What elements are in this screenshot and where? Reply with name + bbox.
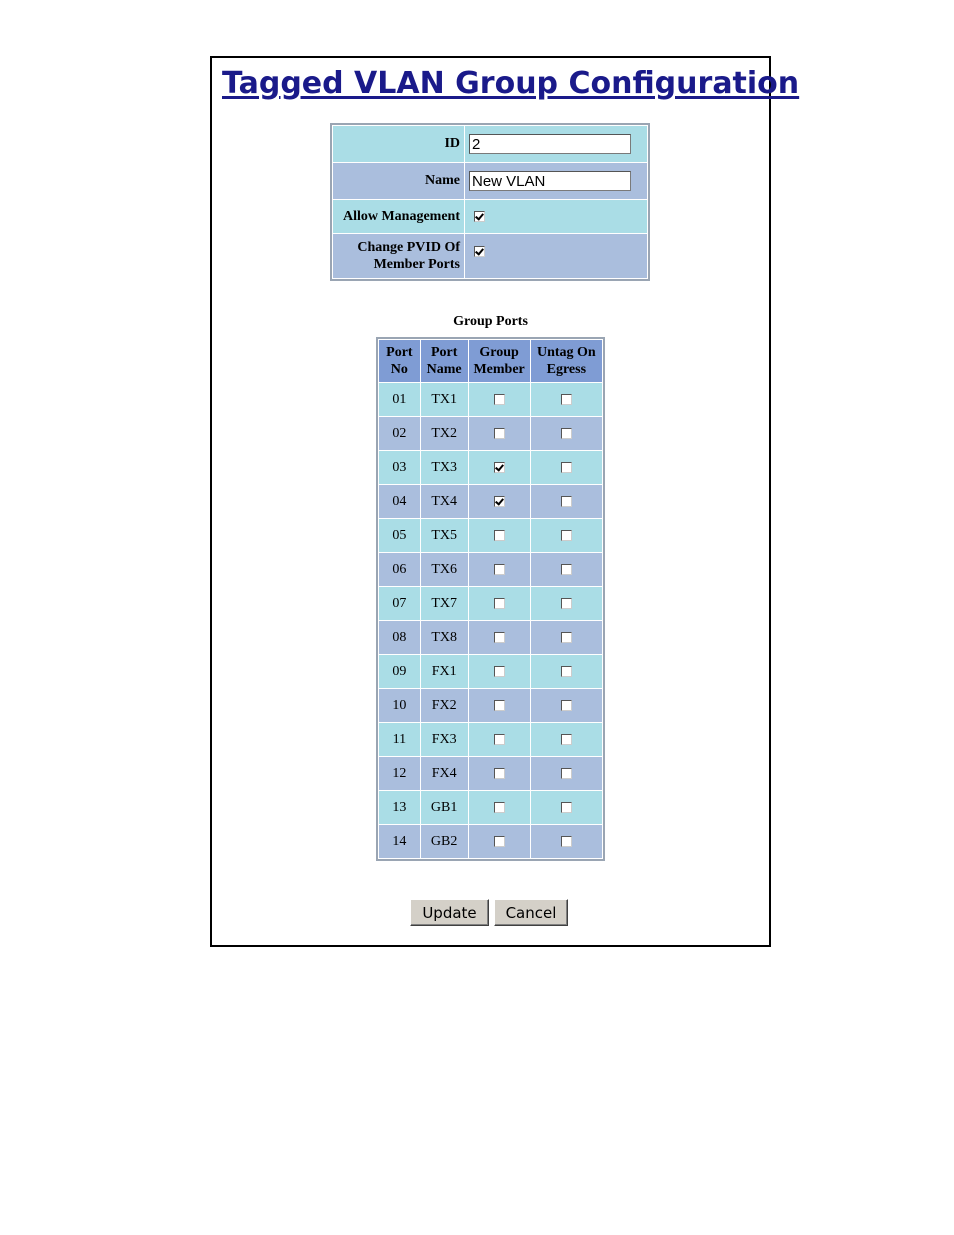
group-member-cell xyxy=(469,587,530,620)
group-member-cell xyxy=(469,417,530,450)
group-member-checkbox[interactable] xyxy=(494,666,505,677)
untag-egress-cell xyxy=(531,451,602,484)
table-row xyxy=(379,723,602,756)
table-row xyxy=(379,621,602,654)
header-untag-on-egress: Untag On Egress xyxy=(531,340,602,382)
group-member-cell xyxy=(469,553,530,586)
untag-egress-cell xyxy=(531,417,602,450)
table-row xyxy=(379,553,602,586)
header-group-member: Group Member xyxy=(469,340,530,382)
port-no-cell: 01 xyxy=(379,383,420,416)
group-member-cell xyxy=(469,485,530,518)
id-input[interactable] xyxy=(469,134,631,154)
allow-management-cell xyxy=(465,200,647,233)
group-member-checkbox[interactable] xyxy=(494,802,505,813)
port-name-cell: FX2 xyxy=(421,689,468,722)
untag-egress-cell xyxy=(531,621,602,654)
untag-egress-cell xyxy=(531,723,602,756)
vlan-settings-table xyxy=(330,123,650,281)
untag-egress-checkbox[interactable] xyxy=(561,632,572,643)
port-name-cell: GB2 xyxy=(421,825,468,858)
untag-egress-cell xyxy=(531,689,602,722)
untag-egress-checkbox[interactable] xyxy=(561,768,572,779)
port-name-cell: FX3 xyxy=(421,723,468,756)
port-name-cell: FX4 xyxy=(421,757,468,790)
untag-egress-checkbox[interactable] xyxy=(561,700,572,711)
untag-egress-cell xyxy=(531,485,602,518)
untag-egress-cell xyxy=(531,757,602,790)
table-row xyxy=(379,825,602,858)
allow-management-checkbox[interactable] xyxy=(474,211,485,222)
group-ports-caption: Group Ports xyxy=(453,314,528,329)
group-member-cell xyxy=(469,451,530,484)
untag-egress-cell xyxy=(531,383,602,416)
allow-management-label: Allow Management xyxy=(333,200,464,233)
port-no-cell: 09 xyxy=(379,655,420,688)
update-button[interactable]: Update xyxy=(410,899,489,926)
port-name-cell: TX5 xyxy=(421,519,468,552)
port-no-cell: 05 xyxy=(379,519,420,552)
group-member-cell xyxy=(469,689,530,722)
group-member-checkbox[interactable] xyxy=(494,394,505,405)
group-member-checkbox[interactable] xyxy=(494,768,505,779)
group-member-cell xyxy=(469,791,530,824)
id-label: ID xyxy=(333,126,464,162)
group-member-checkbox[interactable] xyxy=(494,462,505,473)
table-row xyxy=(379,451,602,484)
id-cell xyxy=(465,126,647,162)
port-name-cell: GB1 xyxy=(421,791,468,824)
port-name-cell: TX4 xyxy=(421,485,468,518)
group-member-cell xyxy=(469,655,530,688)
port-no-cell: 08 xyxy=(379,621,420,654)
table-row xyxy=(379,587,602,620)
untag-egress-checkbox[interactable] xyxy=(561,428,572,439)
untag-egress-checkbox[interactable] xyxy=(561,598,572,609)
table-row xyxy=(379,791,602,824)
group-member-checkbox[interactable] xyxy=(494,836,505,847)
untag-egress-checkbox[interactable] xyxy=(561,836,572,847)
group-member-checkbox[interactable] xyxy=(494,496,505,507)
group-member-checkbox[interactable] xyxy=(494,598,505,609)
port-no-cell: 12 xyxy=(379,757,420,790)
change-pvid-label: Change PVID Of Member Ports xyxy=(333,234,464,278)
port-name-cell: TX2 xyxy=(421,417,468,450)
port-no-cell: 03 xyxy=(379,451,420,484)
group-member-checkbox[interactable] xyxy=(494,428,505,439)
group-member-checkbox[interactable] xyxy=(494,564,505,575)
name-cell xyxy=(465,163,647,199)
untag-egress-cell xyxy=(531,519,602,552)
port-no-cell: 04 xyxy=(379,485,420,518)
group-member-checkbox[interactable] xyxy=(494,530,505,541)
change-pvid-cell xyxy=(465,234,647,278)
vlan-config-panel xyxy=(210,56,800,947)
table-row xyxy=(379,383,602,416)
untag-egress-cell xyxy=(531,825,602,858)
port-no-cell: 02 xyxy=(379,417,420,450)
header-port-no: Port No xyxy=(379,340,420,382)
group-member-checkbox[interactable] xyxy=(494,700,505,711)
port-name-cell: TX3 xyxy=(421,451,468,484)
name-label: Name xyxy=(333,163,464,199)
untag-egress-checkbox[interactable] xyxy=(561,802,572,813)
table-row xyxy=(379,519,602,552)
group-member-cell xyxy=(469,519,530,552)
port-name-cell: FX1 xyxy=(421,655,468,688)
port-name-cell: TX8 xyxy=(421,621,468,654)
cancel-button[interactable]: Cancel xyxy=(494,899,568,926)
table-row xyxy=(379,757,602,790)
group-ports-table xyxy=(376,337,605,861)
group-member-cell xyxy=(469,621,530,654)
group-member-checkbox[interactable] xyxy=(494,734,505,745)
untag-egress-cell xyxy=(531,553,602,586)
untag-egress-checkbox[interactable] xyxy=(561,530,572,541)
group-member-cell xyxy=(469,383,530,416)
untag-egress-checkbox[interactable] xyxy=(561,734,572,745)
untag-egress-cell xyxy=(531,587,602,620)
group-member-checkbox[interactable] xyxy=(494,632,505,643)
untag-egress-cell xyxy=(531,655,602,688)
table-row xyxy=(379,485,602,518)
page-title: Tagged VLAN Group Configuration xyxy=(222,66,800,101)
untag-egress-checkbox[interactable] xyxy=(561,564,572,575)
port-no-cell: 11 xyxy=(379,723,420,756)
name-input[interactable] xyxy=(469,171,631,191)
port-no-cell: 07 xyxy=(379,587,420,620)
untag-egress-checkbox[interactable] xyxy=(561,462,572,473)
port-name-cell: TX1 xyxy=(421,383,468,416)
change-pvid-checkbox[interactable] xyxy=(474,246,485,257)
group-member-cell xyxy=(469,825,530,858)
untag-egress-cell xyxy=(531,791,602,824)
table-row xyxy=(379,689,602,722)
header-port-name: Port Name xyxy=(421,340,468,382)
port-no-cell: 14 xyxy=(379,825,420,858)
port-no-cell: 06 xyxy=(379,553,420,586)
group-member-cell xyxy=(469,723,530,756)
table-row xyxy=(379,417,602,450)
port-no-cell: 13 xyxy=(379,791,420,824)
table-row xyxy=(379,655,602,688)
port-name-cell: TX6 xyxy=(421,553,468,586)
port-no-cell: 10 xyxy=(379,689,420,722)
untag-egress-checkbox[interactable] xyxy=(561,394,572,405)
group-member-cell xyxy=(469,757,530,790)
port-name-cell: TX7 xyxy=(421,587,468,620)
untag-egress-checkbox[interactable] xyxy=(561,666,572,677)
untag-egress-checkbox[interactable] xyxy=(561,496,572,507)
